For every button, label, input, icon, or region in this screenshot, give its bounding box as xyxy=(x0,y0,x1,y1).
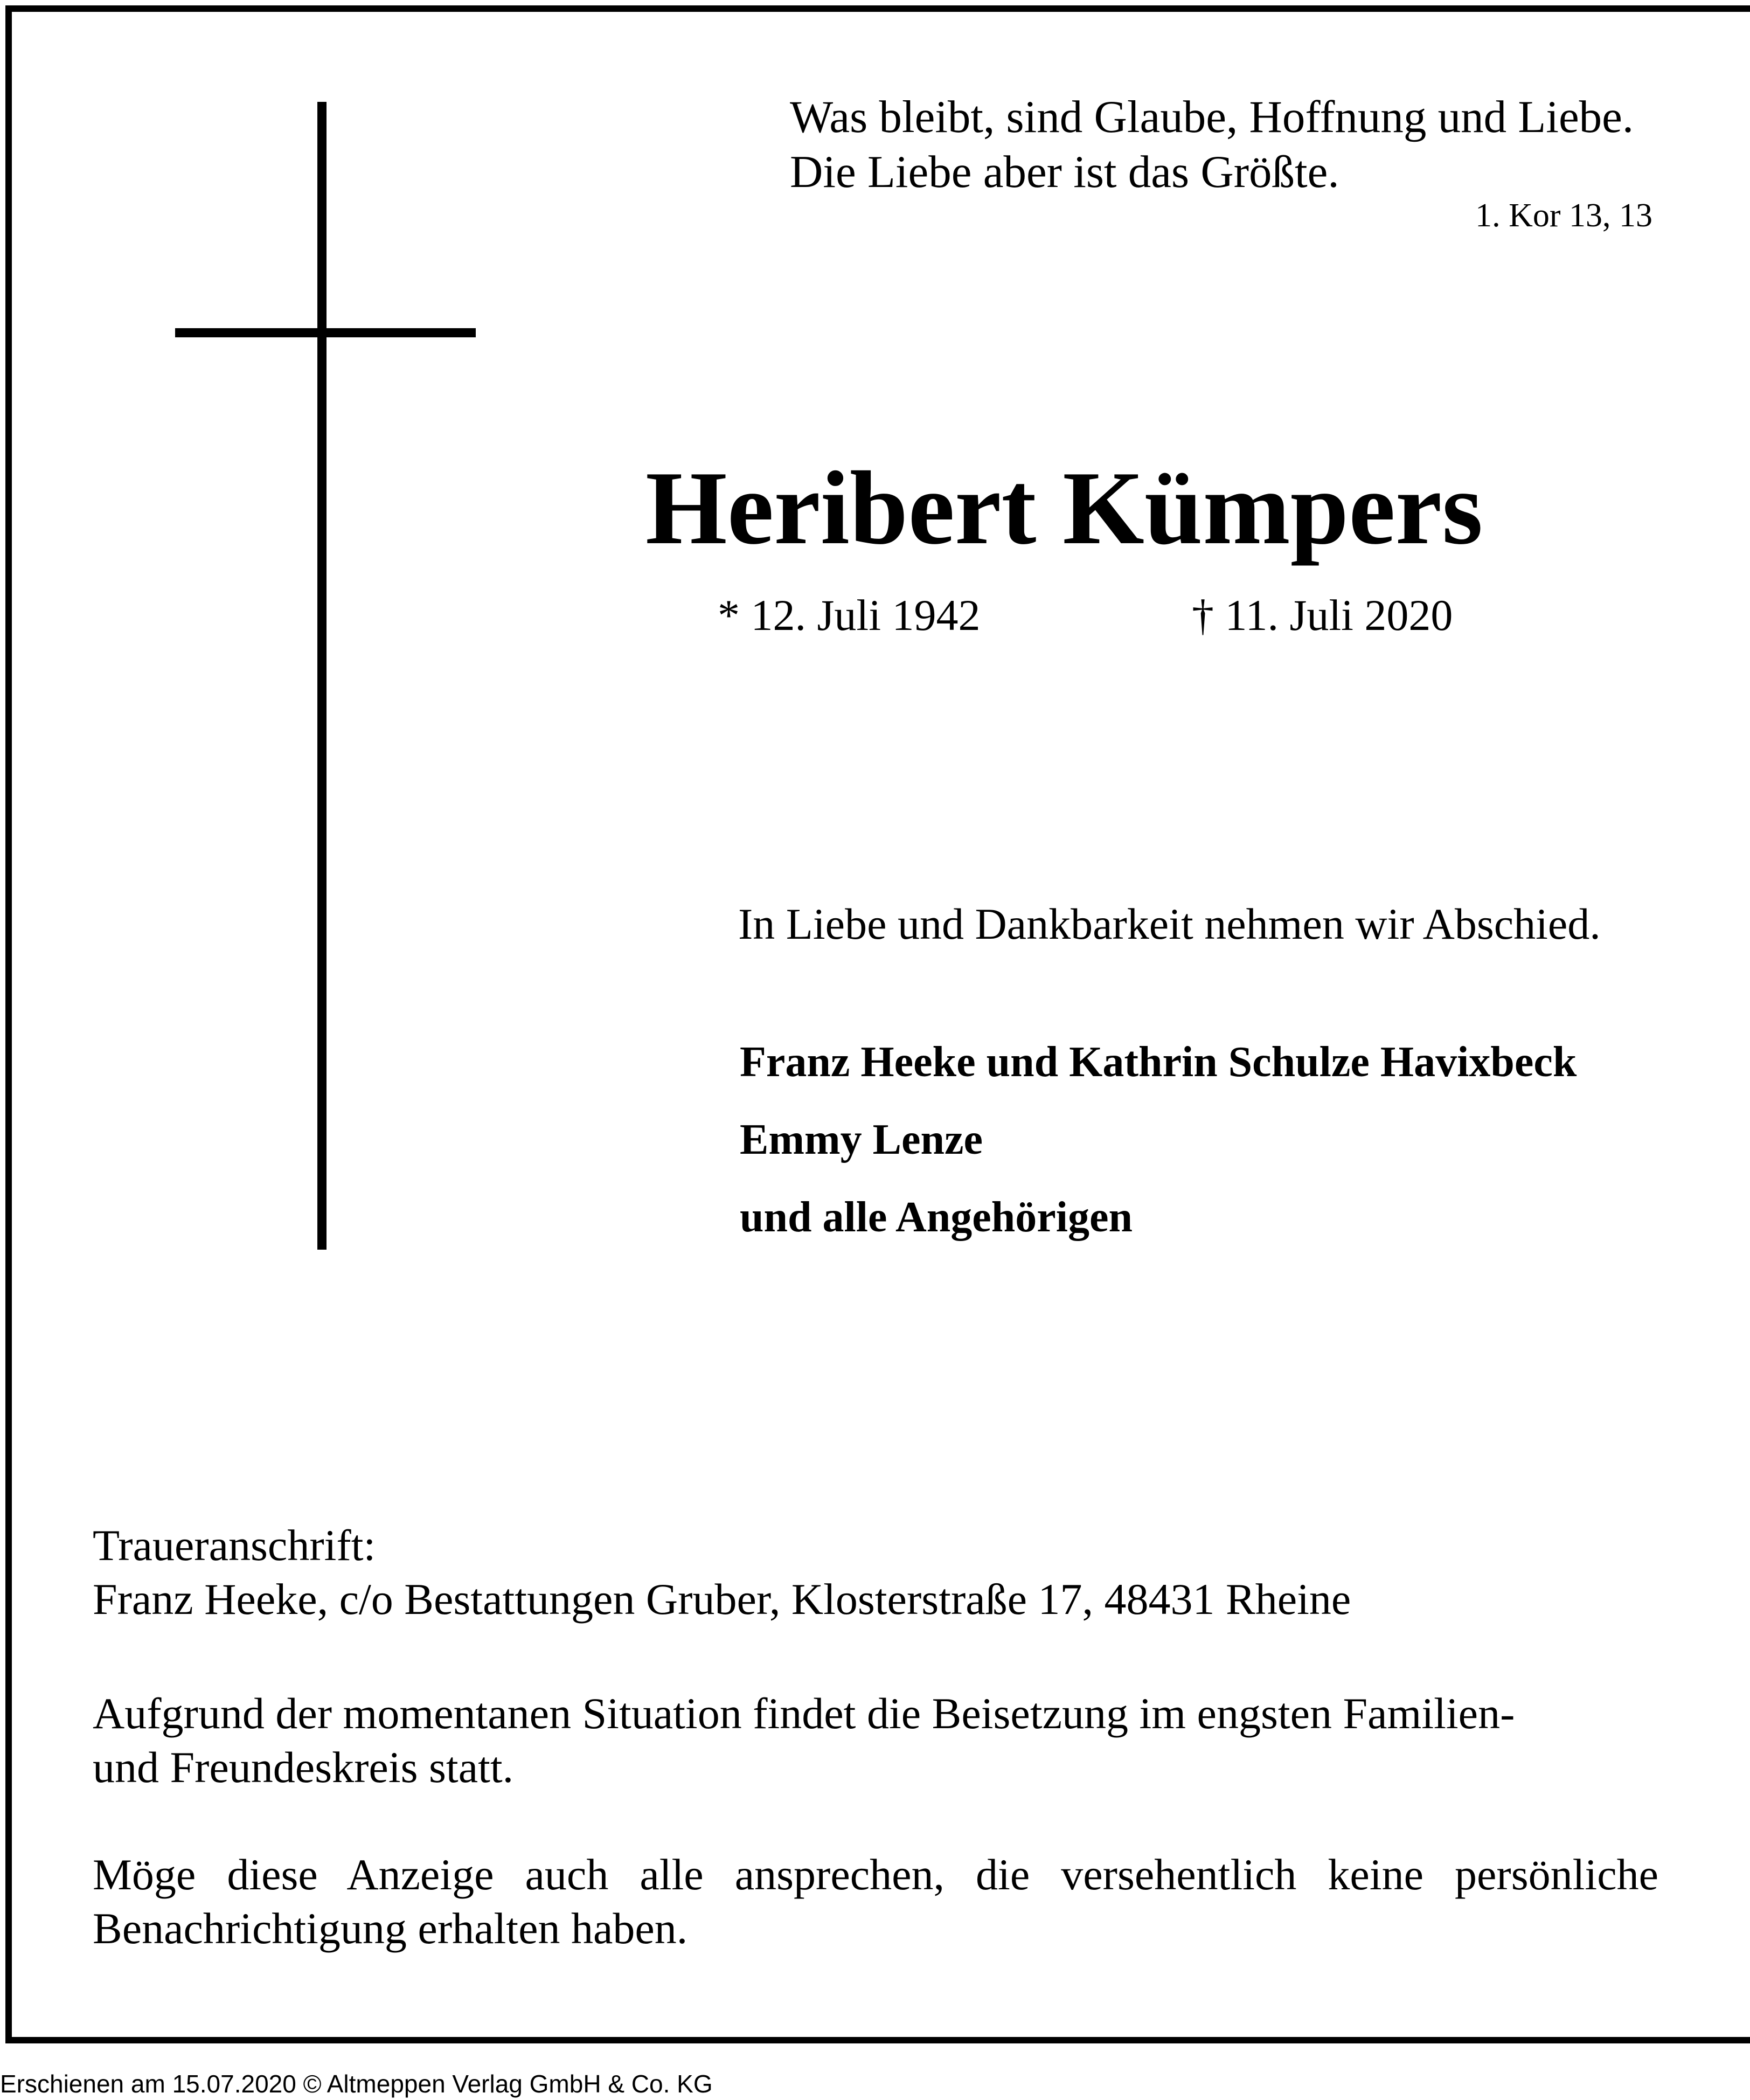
notice-line-2: und Freundeskreis statt. xyxy=(93,1743,514,1792)
cross-icon-bar xyxy=(175,328,476,337)
mourning-address xyxy=(93,1519,1351,1626)
quote-reference: 1. Kor 13, 13 xyxy=(1475,197,1652,234)
notification-notice xyxy=(93,1848,1658,1956)
mourner-line: Emmy Lenze xyxy=(740,1116,983,1163)
quote-line-1: Was bleibt, sind Glaube, Hoffnung und Liebe. xyxy=(790,92,1634,142)
address-label: Traueranschrift: xyxy=(93,1521,376,1570)
farewell-text: In Liebe und Dankbarkeit nehmen wir Abschied. xyxy=(738,899,1601,948)
publication-footer: Erschienen am 15.07.2020 © Altmeppen Verlag GmbH & Co. KG xyxy=(0,2070,713,2098)
mourners-list xyxy=(740,1035,1577,1268)
birth-date: * 12. Juli 1942 xyxy=(718,591,981,640)
death-date: † 11. Juli 2020 xyxy=(1192,591,1453,640)
deceased-name: Heribert Kümpers xyxy=(645,450,1483,566)
notice-line-1: Aufgrund der momentanen Situation findet die Beisetzung im engsten Familien- xyxy=(93,1689,1515,1738)
mourner-line: und alle Angehörigen xyxy=(740,1194,1133,1241)
notice2-line-1: Möge diese Anzeige auch alle ansprechen, die versehentlich keine persönliche xyxy=(93,1850,1658,1899)
burial-notice xyxy=(93,1687,1515,1794)
bible-quote xyxy=(790,89,1652,199)
quote-line-2: Die Liebe aber ist das Größte. xyxy=(790,147,1339,197)
mourner-line: Franz Heeke und Kathrin Schulze Havixbeck xyxy=(740,1038,1577,1086)
cross-icon xyxy=(317,102,327,1250)
address-value: Franz Heeke, c/o Bestattungen Gruber, Klosterstraße 17, 48431 Rheine xyxy=(93,1575,1351,1624)
notice2-line-2: Benachrichtigung erhalten haben. xyxy=(93,1904,688,1953)
